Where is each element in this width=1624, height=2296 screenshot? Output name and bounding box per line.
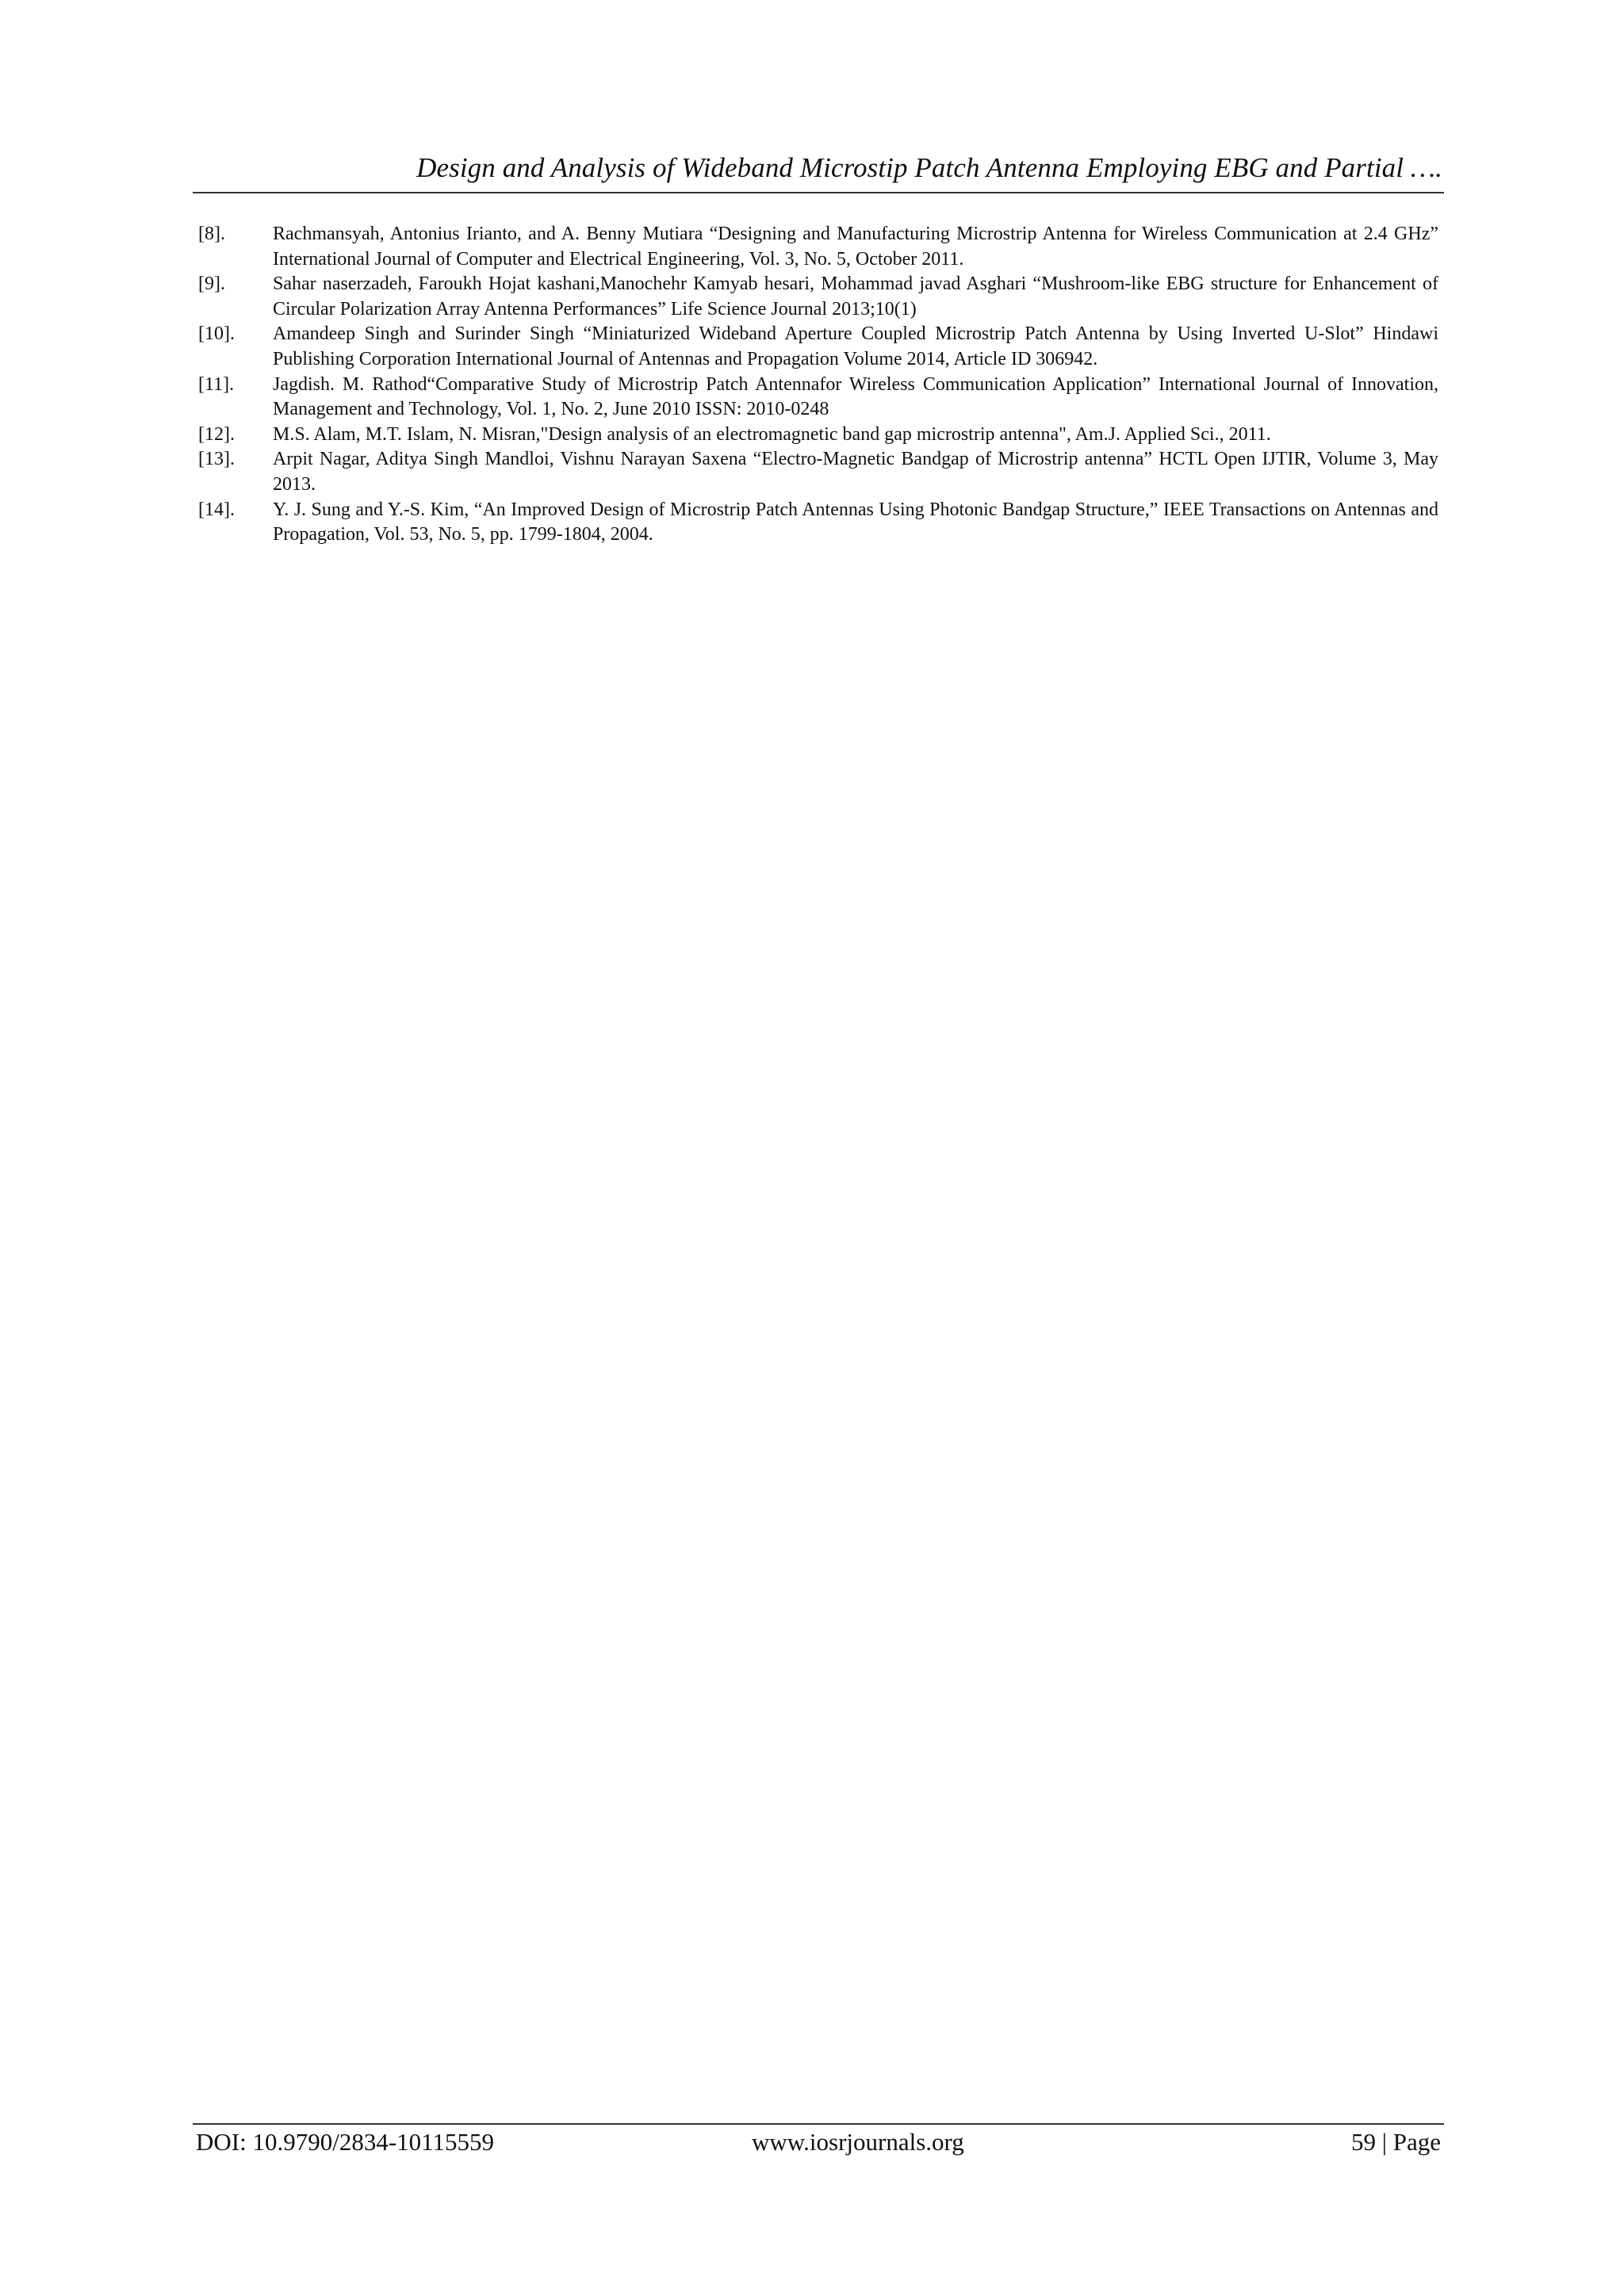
reference-number: [13]. — [198, 449, 235, 470]
reference-item — [198, 447, 1438, 497]
reference-item — [198, 423, 1438, 448]
footer-page-number: 59 | Page — [1351, 2128, 1441, 2156]
reference-list — [198, 222, 1438, 548]
running-footer — [193, 2123, 1444, 2160]
reference-item — [198, 373, 1438, 423]
reference-item — [198, 222, 1438, 272]
reference-number: [14]. — [198, 499, 235, 520]
reference-item — [198, 322, 1438, 372]
reference-text: Rachmansyah, Antonius Irianto, and A. Benny Mutiara “Designing and Manufacturing Microstrip Antenna for Wireless Communication at 2.4 GHz” International Journal of Computer and Electrical Engineering, Vol. 3, No. 5, October 2011. — [273, 224, 1438, 270]
running-header-title: Design and Analysis of Wideband Microstip Patch Antenna Employing EBG and Partial …. — [416, 152, 1442, 183]
running-header — [193, 151, 1444, 193]
reference-text: Jagdish. M. Rathod“Comparative Study of Microstrip Patch Antennafor Wireless Communication Application” International Journal of Innovation, Management and Technology, Vol. 1, No. 2, June 2010 ISSN: 2010-0248 — [273, 373, 1438, 420]
reference-number: [10]. — [198, 323, 235, 345]
reference-text: Y. J. Sung and Y.-S. Kim, “An Improved Design of Microstrip Patch Antennas Using Photonic Bandgap Structure,” IEEE Transactions on Antennas and Propagation, Vol. 53, No. 5, pp. 1799-1804, 2004. — [273, 499, 1438, 545]
reference-text: M.S. Alam, M.T. Islam, N. Misran,"Design analysis of an electromagnetic band gap microstrip antenna", Am.J. Applied Sci., 2011. — [273, 423, 1271, 445]
reference-text: Sahar naserzadeh, Faroukh Hojat kashani,Manochehr Kamyab hesari, Mohammad javad Asghari “Mushroom-like EBG structure for Enhancement of Circular Polarization Array Antenna Performances” Life Science Journal 2013;10(1) — [273, 274, 1438, 320]
reference-text: Arpit Nagar, Aditya Singh Mandloi, Vishnu Narayan Saxena “Electro-Magnetic Bandgap of Microstrip antenna” HCTL Open IJTIR, Volume 3, May 2013. — [273, 449, 1438, 495]
reference-text: Amandeep Singh and Surinder Singh “Miniaturized Wideband Aperture Coupled Microstrip Patch Antenna by Using Inverted U-Slot” Hindawi Publishing Corporation International Journal of Antennas and Propagation Volume 2014, Article ID 306942. — [273, 323, 1438, 369]
reference-item — [198, 272, 1438, 322]
footer-doi: DOI: 10.9790/2834-10115559 — [196, 2128, 494, 2156]
reference-number: [12]. — [198, 423, 235, 445]
reference-number: [8]. — [198, 224, 225, 244]
reference-item — [198, 498, 1438, 548]
reference-number: [9]. — [198, 274, 225, 295]
footer-journal-url[interactable]: www.iosrjournals.org — [752, 2128, 964, 2156]
reference-number: [11]. — [198, 373, 235, 395]
